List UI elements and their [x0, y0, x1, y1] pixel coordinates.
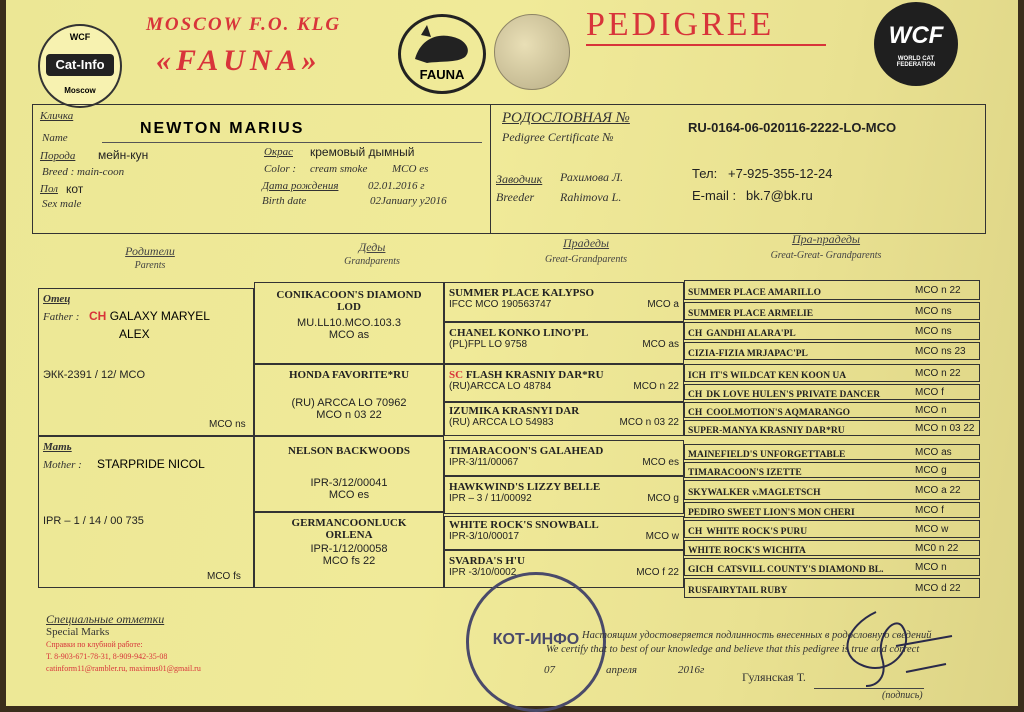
ggg-color: MCO n 03 22	[915, 423, 975, 434]
organization-line: MOSCOW F.O. KLG	[146, 14, 342, 35]
ggg-header-en: Great-Great- Grandparents	[770, 250, 882, 261]
ggg-name: GANDHI ALARA'PL	[706, 329, 796, 339]
breed-label-en: Breed : main-coon	[42, 166, 125, 178]
ggg-name: SKYWALKER v.MAGLETSCH	[688, 488, 821, 498]
ggg-cell	[684, 420, 980, 436]
ggg-title: ICH	[688, 371, 706, 381]
club-contacts-line2: Т. 8-903-671-78-31, 8-909-942-35-08	[46, 652, 168, 661]
great-grandparents-header-ru: Прадеды	[562, 236, 610, 250]
wcf-cat-info-logo: WCF Cat-Info Moscow	[38, 24, 122, 108]
grandparent-cell: NELSON BACKWOODS IPR-3/12/00041 MCO es	[254, 436, 444, 512]
ggg-name: WHITE ROCK'S WICHITA	[688, 546, 806, 556]
dob-label-ru: Дата рождения	[262, 180, 339, 192]
title-underline	[586, 44, 826, 46]
dob-label-en: Birth date	[262, 195, 307, 207]
ggg-color: MCO f	[915, 505, 944, 516]
dob-value-ru: 02.01.2016 г	[368, 180, 425, 192]
ggg-title: CH	[688, 329, 703, 339]
certification-ru: Настоящим удостоверяется подлинность внесенных в родословную сведений	[582, 630, 932, 641]
ggg-name: RUSFAIRYTAIL RUBY	[688, 586, 788, 596]
grandparent-cell: GERMANCOONLUCK ORLENA IPR-1/12/00058 MCO fs 22	[254, 512, 444, 588]
great-grandparent-cell: IZUMIKA KRASNYI DAR (RU) ARCCA LO 54983 MCO n 03 22	[444, 402, 684, 436]
ggg-color: MC0 n 22	[915, 543, 959, 554]
great-grandparent-cell: WHITE ROCK'S SNOWBALL IPR-3/10/00017 MCO w	[444, 516, 684, 550]
ggg-name: WHITE ROCK'S PURU	[706, 527, 808, 537]
breed-label-ru: Порода	[40, 150, 76, 162]
phone-label: Тел:	[692, 166, 718, 181]
ggg-cell	[684, 444, 980, 460]
ggg-color: MCO d 22	[915, 583, 961, 594]
sex-value-ru: кот	[66, 182, 84, 196]
great-grandparent-cell: SUMMER PLACE KALYPSO IFCC MCO 190563747 MCO a	[444, 282, 684, 322]
name-label-en: Name	[42, 132, 68, 144]
grandparent-cell: CONIKACOON'S DIAMOND LOD MU.LL10.MCO.103.3 MCO as	[254, 282, 444, 364]
cert-label-en: Pedigree Certificate №	[502, 130, 614, 144]
email-label: E-mail :	[692, 188, 737, 203]
ggg-cell	[684, 558, 980, 576]
ggg-color: MCO a 22	[915, 485, 961, 496]
ggg-cell	[684, 540, 980, 556]
certification-month: апреля	[606, 664, 638, 676]
ggg-cell	[684, 384, 980, 400]
ggg-color: MCO f	[915, 387, 944, 398]
pedigree-certificate	[6, 0, 1018, 706]
grandparents-header-ru: Деды	[358, 240, 386, 254]
ggg-cell	[684, 364, 980, 382]
ggg-title: CH	[688, 527, 703, 537]
gold-seal	[494, 14, 570, 90]
ggg-color: MCO n	[915, 562, 947, 573]
color-label-en: Color :	[264, 163, 297, 175]
certificate-number: RU-0164-06-020116-2222-LO-MCO	[688, 120, 897, 135]
sex-label-en: Sex male	[42, 198, 82, 210]
cat-name: NEWTON MARIUS	[140, 120, 305, 137]
club-contacts-line1: Справки по клубной работе:	[46, 640, 143, 649]
certification-en: We certify that to best of our knowledge and believe that this pedigree is true and correct	[546, 644, 920, 655]
ggg-cell	[684, 322, 980, 340]
ggg-name: CATSVILL COUNTY'S DIAMOND BL.	[717, 565, 884, 575]
ggg-cell	[684, 520, 980, 538]
club-contacts-line3: catinform11@rambler.ru, maximus01@gmail.ru	[46, 664, 201, 673]
father-title: CH GALAXY MARYEL	[89, 309, 210, 323]
certification-day: 07	[544, 664, 555, 676]
ggg-title: CH	[688, 408, 703, 418]
info-divider	[490, 104, 491, 234]
ggg-color: MCO ns 23	[915, 346, 966, 357]
document-title: PEDIGREE	[586, 6, 775, 43]
great-grandparent-cell: SVARDA'S H'U IPR -3/10/0002 MCO f 22	[444, 550, 684, 588]
certification-year: 2016г	[678, 664, 705, 676]
ggg-name: IT'S WILDCAT KEN KOON UA	[709, 371, 847, 381]
ggg-header-ru: Пра-прадеды	[791, 232, 861, 246]
ggg-name: SUMMER PLACE AMARILLO	[688, 288, 822, 298]
ggg-cell	[684, 502, 980, 518]
great-grandparent-cell: CHANEL KONKO LINO'PL (PL)FPL LO 9758 MCO as	[444, 322, 684, 364]
sex-label-ru: Пол	[40, 183, 58, 195]
ggg-color: MCO n 22	[915, 368, 961, 379]
ggg-color: MCO ns	[915, 306, 952, 317]
breed-value-ru: мейн-кун	[98, 148, 149, 162]
ggg-cell	[684, 280, 980, 300]
color-label-ru: Окрас	[264, 146, 293, 158]
cert-label-ru: РОДОСЛОВНАЯ №	[502, 110, 630, 126]
fauna-cat-logo: FAUNA	[398, 14, 486, 94]
ggg-name: SUPER-MANYA KRASNIY DAR*RU	[688, 426, 845, 436]
grandparents-header-en: Grandparents	[344, 256, 400, 267]
dob-value-en: 02January y2016	[370, 195, 447, 207]
ggg-name: CIZIA-FIZIA MRJAPAC'PL	[688, 349, 808, 359]
organization-name: «FAUNA»	[156, 44, 322, 77]
signer-name: Гулянская Т.	[742, 670, 806, 684]
ggg-title: CH	[688, 390, 703, 400]
special-marks-label-ru: Специальные отметки	[46, 612, 165, 626]
phone-number: +7-925-355-12-24	[728, 166, 833, 181]
ggg-color: MCO n	[915, 405, 947, 416]
breeder-value-en: Rahimova L.	[560, 190, 622, 204]
ggg-cell	[684, 480, 980, 500]
ggg-name: MAINEFIELD'S UNFORGETTABLE	[688, 450, 846, 460]
ggg-name: TIMARACOON'S IZETTE	[688, 468, 802, 478]
parents-header-en: Parents	[134, 260, 166, 271]
ggg-name: SUMMER PLACE ARMELIE	[688, 309, 814, 319]
ggg-cell	[684, 578, 980, 598]
great-grandparents-header-en: Great-Grandparents	[544, 254, 628, 265]
ggg-name: PEDIRO SWEET LION'S MON CHERI	[688, 508, 855, 518]
wcf-federation-logo: WCF WORLD CAT FEDERATION	[874, 2, 958, 86]
ggg-cell	[684, 302, 980, 320]
ggg-cell	[684, 342, 980, 360]
ggg-title: GICH	[688, 565, 714, 575]
breeder-label-ru: Заводчик	[496, 172, 543, 186]
ggg-color: MCO g	[915, 465, 947, 476]
color-code: MCO es	[392, 163, 429, 175]
ggg-color: MCO n 22	[915, 285, 961, 296]
grandparent-cell: HONDA FAVORITE*RU (RU) ARCCA LO 70962 MCO n 03 22	[254, 364, 444, 436]
breeder-value-ru: Рахимова Л.	[560, 170, 624, 184]
ggg-cell	[684, 462, 980, 478]
mother-cell: Мать Mother : STARPRIDE NICOL IPR – 1 / 14 / 00 735 MCO fs	[38, 436, 254, 588]
great-grandparent-cell: SC FLASH KRASNIY DAR*RU (RU)ARCCA LO 48784 MCO n 22	[444, 364, 684, 402]
email-address: bk.7@bk.ru	[746, 188, 813, 203]
signature-label: (подпись)	[882, 690, 923, 701]
ggg-name: COOLMOTION'S AQMARANGO	[706, 408, 851, 418]
handwritten-signature	[806, 606, 956, 690]
color-value-en: cream smoke	[310, 163, 368, 175]
parents-header-ru: Родители	[125, 244, 175, 258]
ggg-name: DK LOVE HULEN'S PRIVATE DANCER	[706, 390, 881, 400]
great-grandparent-cell: HAWKWIND'S LIZZY BELLE IPR – 3 / 11/00092 MCO g	[444, 476, 684, 514]
name-underline	[102, 142, 482, 143]
great-grandparent-cell: TIMARACOON'S GALAHEAD IPR-3/11/00067 MCO es	[444, 440, 684, 476]
breeder-label-en: Breeder	[496, 190, 535, 204]
name-label-ru: Кличка	[40, 110, 74, 122]
color-value-ru: кремовый дымный	[310, 145, 415, 159]
club-stamp: КОТ-ИНФО	[466, 572, 606, 712]
ggg-color: MCO as	[915, 447, 952, 458]
father-cell: Отец Father : CH GALAXY MARYEL ALEX ЭКК-2391 / 12/ MCO MCO ns	[38, 288, 254, 436]
ggg-cell	[684, 402, 980, 418]
ggg-color: MCO w	[915, 524, 949, 535]
special-marks-label-en: Special Marks	[46, 626, 110, 638]
ggg-color: MCO ns	[915, 326, 952, 337]
